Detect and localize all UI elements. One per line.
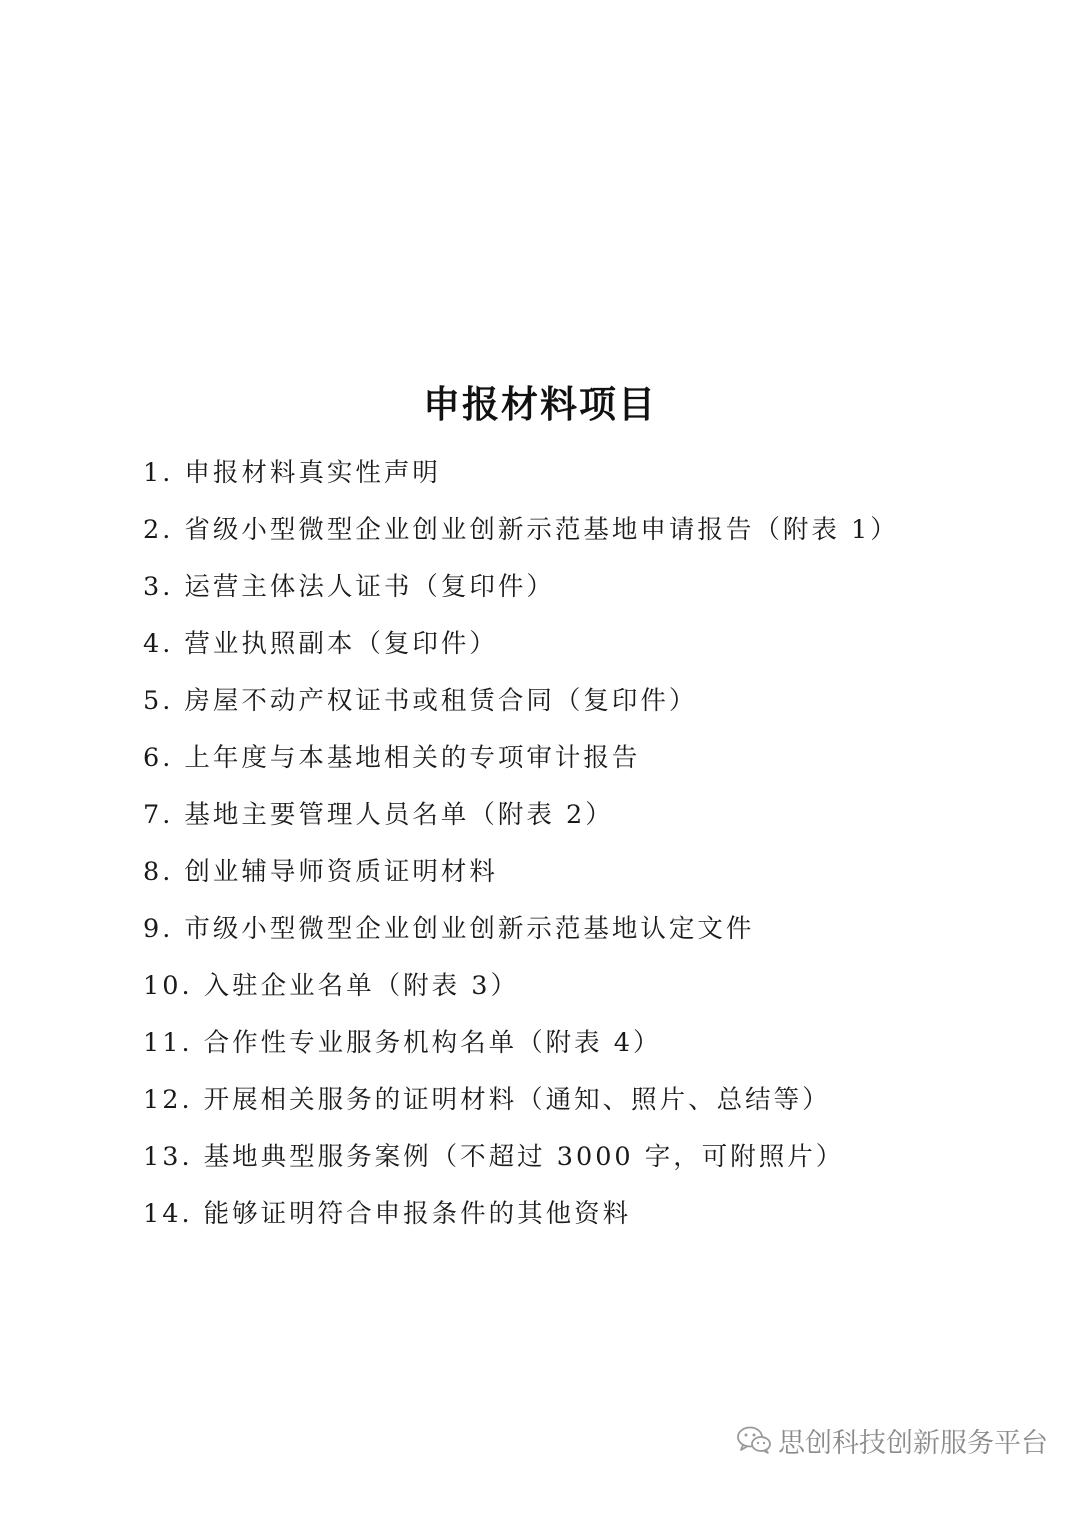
wechat-icon xyxy=(736,1425,772,1455)
list-item: 10. 入驻企业名单（附表 3） xyxy=(143,971,519,1001)
list-item: 3. 运营主体法人证书（复印件） xyxy=(143,572,555,602)
list-item: 2. 省级小型微型企业创业创新示范基地申请报告（附表 1） xyxy=(143,515,899,545)
list-item: 6. 上年度与本基地相关的专项审计报告 xyxy=(143,743,641,773)
list-item: 1. 申报材料真实性声明 xyxy=(143,458,441,488)
list-item: 9. 市级小型微型企业创业创新示范基地认定文件 xyxy=(143,914,755,944)
list-item: 7. 基地主要管理人员名单（附表 2） xyxy=(143,800,614,830)
list-item: 8. 创业辅导师资质证明材料 xyxy=(143,857,498,887)
watermark xyxy=(736,1420,1048,1460)
watermark-text: 思创科技创新服务平台 xyxy=(778,1427,1048,1459)
list-item: 5. 房屋不动产权证书或租赁合同（复印件） xyxy=(143,686,698,716)
list-item: 13. 基地典型服务案例（不超过 3000 字，可附照片） xyxy=(143,1142,845,1172)
materials-list xyxy=(143,445,899,1243)
page-title: 申报材料项目 xyxy=(423,383,657,426)
list-item: 14. 能够证明符合申报条件的其他资料 xyxy=(143,1199,632,1229)
list-item: 11. 合作性专业服务机构名单（附表 4） xyxy=(143,1028,662,1058)
list-item: 4. 营业执照副本（复印件） xyxy=(143,629,498,659)
list-item: 12. 开展相关服务的证明材料（通知、照片、总结等） xyxy=(143,1085,831,1115)
